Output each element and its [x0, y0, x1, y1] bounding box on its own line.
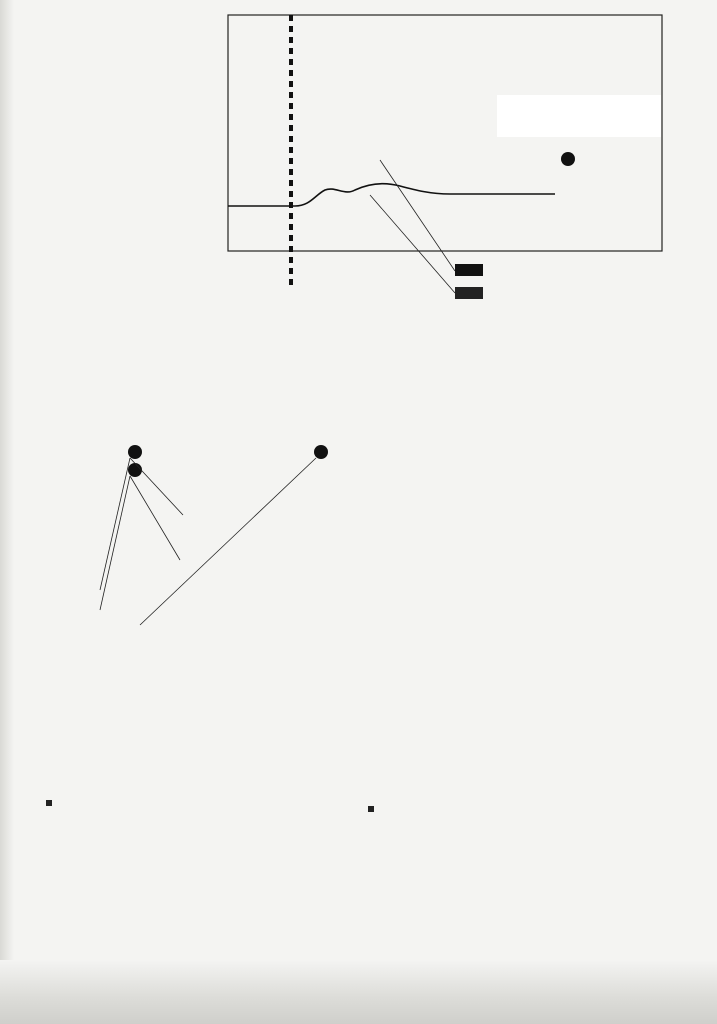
leader: [130, 476, 180, 560]
scan-shadow-bottom: [0, 960, 717, 1024]
legend-dot-nema: [314, 445, 328, 459]
leader: [100, 476, 130, 610]
leader: [140, 458, 316, 625]
legend-dot-siguran: [128, 463, 142, 477]
bullet-icon: [46, 800, 52, 806]
bullet-icon: [368, 806, 374, 812]
legend-dot-moguc: [128, 445, 142, 459]
leader: [130, 458, 183, 515]
leader: [100, 458, 130, 590]
